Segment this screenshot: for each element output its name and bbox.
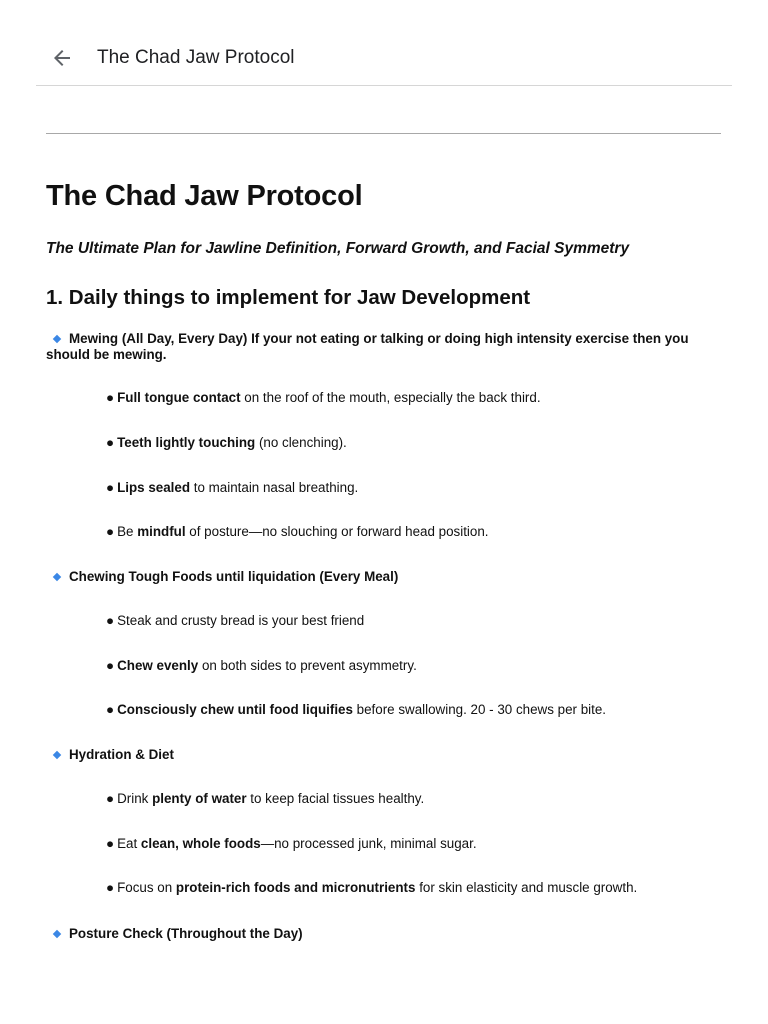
bullet: ●: [106, 658, 115, 673]
sub-bold: clean, whole foods: [140, 836, 261, 851]
sub-list-item: [106, 390, 746, 406]
bullet: ●: [106, 435, 115, 450]
sub-text: for skin elasticity and muscle growth.: [415, 880, 638, 895]
arrow-left-icon: [50, 46, 74, 70]
sub-bold: Full tongue contact: [117, 390, 241, 405]
sub-text: on both sides to prevent asymmetry.: [198, 658, 417, 673]
document-title: The Chad Jaw Protocol: [46, 180, 363, 212]
document-subtitle: The Ultimate Plan for Jawline Definition, Forward Growth, and Facial Symmetry: [46, 240, 630, 257]
sub-bold: Teeth lightly touching: [117, 435, 256, 450]
app-bar: [36, 0, 732, 86]
app-bar-title: The Chad Jaw Protocol: [97, 47, 295, 68]
sub-list-item: [106, 613, 746, 629]
item-label: Chewing Tough Foods until liquidation (Every Meal): [69, 569, 399, 584]
sub-text: Be: [117, 524, 138, 539]
item-label: Mewing (All Day, Every Day) If your not eating or talking or doing high intensity exercise then you should be mewing.: [46, 331, 689, 362]
sub-text: on the roof of the mouth, especially the back third.: [240, 390, 541, 405]
horizontal-rule: [46, 133, 721, 134]
sub-text: to maintain nasal breathing.: [190, 480, 359, 495]
list-item: [46, 747, 726, 763]
sub-text: to keep facial tissues healthy.: [246, 791, 425, 806]
bullet: ●: [106, 390, 115, 405]
list-item: [46, 331, 726, 363]
sub-text: —no processed junk, minimal sugar.: [260, 836, 477, 851]
blue-diamond-icon: [53, 335, 61, 343]
sub-text: Drink: [117, 791, 153, 806]
sub-bold: Consciously chew until food liquifies: [117, 702, 353, 717]
sub-bold: mindful: [137, 524, 186, 539]
sub-list-item: [106, 836, 746, 852]
sub-list-item: [106, 702, 746, 718]
bullet: ●: [106, 524, 115, 539]
bullet: ●: [106, 480, 115, 495]
back-button[interactable]: [50, 46, 74, 70]
item-label: Posture Check (Throughout the Day): [69, 926, 303, 941]
bullet: ●: [106, 702, 115, 717]
section-heading: 1. Daily things to implement for Jaw Development: [46, 286, 531, 309]
bullet: ●: [106, 836, 115, 851]
sub-text: Eat: [117, 836, 141, 851]
blue-diamond-icon: [53, 930, 61, 938]
sub-bold: plenty of water: [152, 791, 247, 806]
sub-text: before swallowing. 20 - 30 chews per bite.: [352, 702, 607, 717]
sub-text: (no clenching).: [255, 435, 347, 450]
sub-list-item: [106, 880, 746, 896]
sub-list-item: [106, 791, 746, 807]
sub-bold: Chew evenly: [117, 658, 199, 673]
sub-bold: protein-rich foods and micronutrients: [175, 880, 416, 895]
sub-text: Steak and crusty bread is your best friend: [117, 613, 365, 628]
bullet: ●: [106, 613, 115, 628]
sub-list-item: [106, 480, 746, 496]
bullet: ●: [106, 791, 115, 806]
sub-list-item: [106, 658, 746, 674]
sub-bold: Lips sealed: [117, 480, 191, 495]
sub-text: of posture—no slouching or forward head position.: [185, 524, 489, 539]
sub-list-item: [106, 524, 746, 540]
blue-diamond-icon: [53, 751, 61, 759]
sub-list-item: [106, 435, 746, 451]
list-item: [46, 926, 726, 942]
list-item: [46, 569, 726, 585]
sub-text: Focus on: [117, 880, 176, 895]
bullet: ●: [106, 880, 115, 895]
blue-diamond-icon: [53, 573, 61, 581]
item-label: Hydration & Diet: [69, 747, 174, 762]
